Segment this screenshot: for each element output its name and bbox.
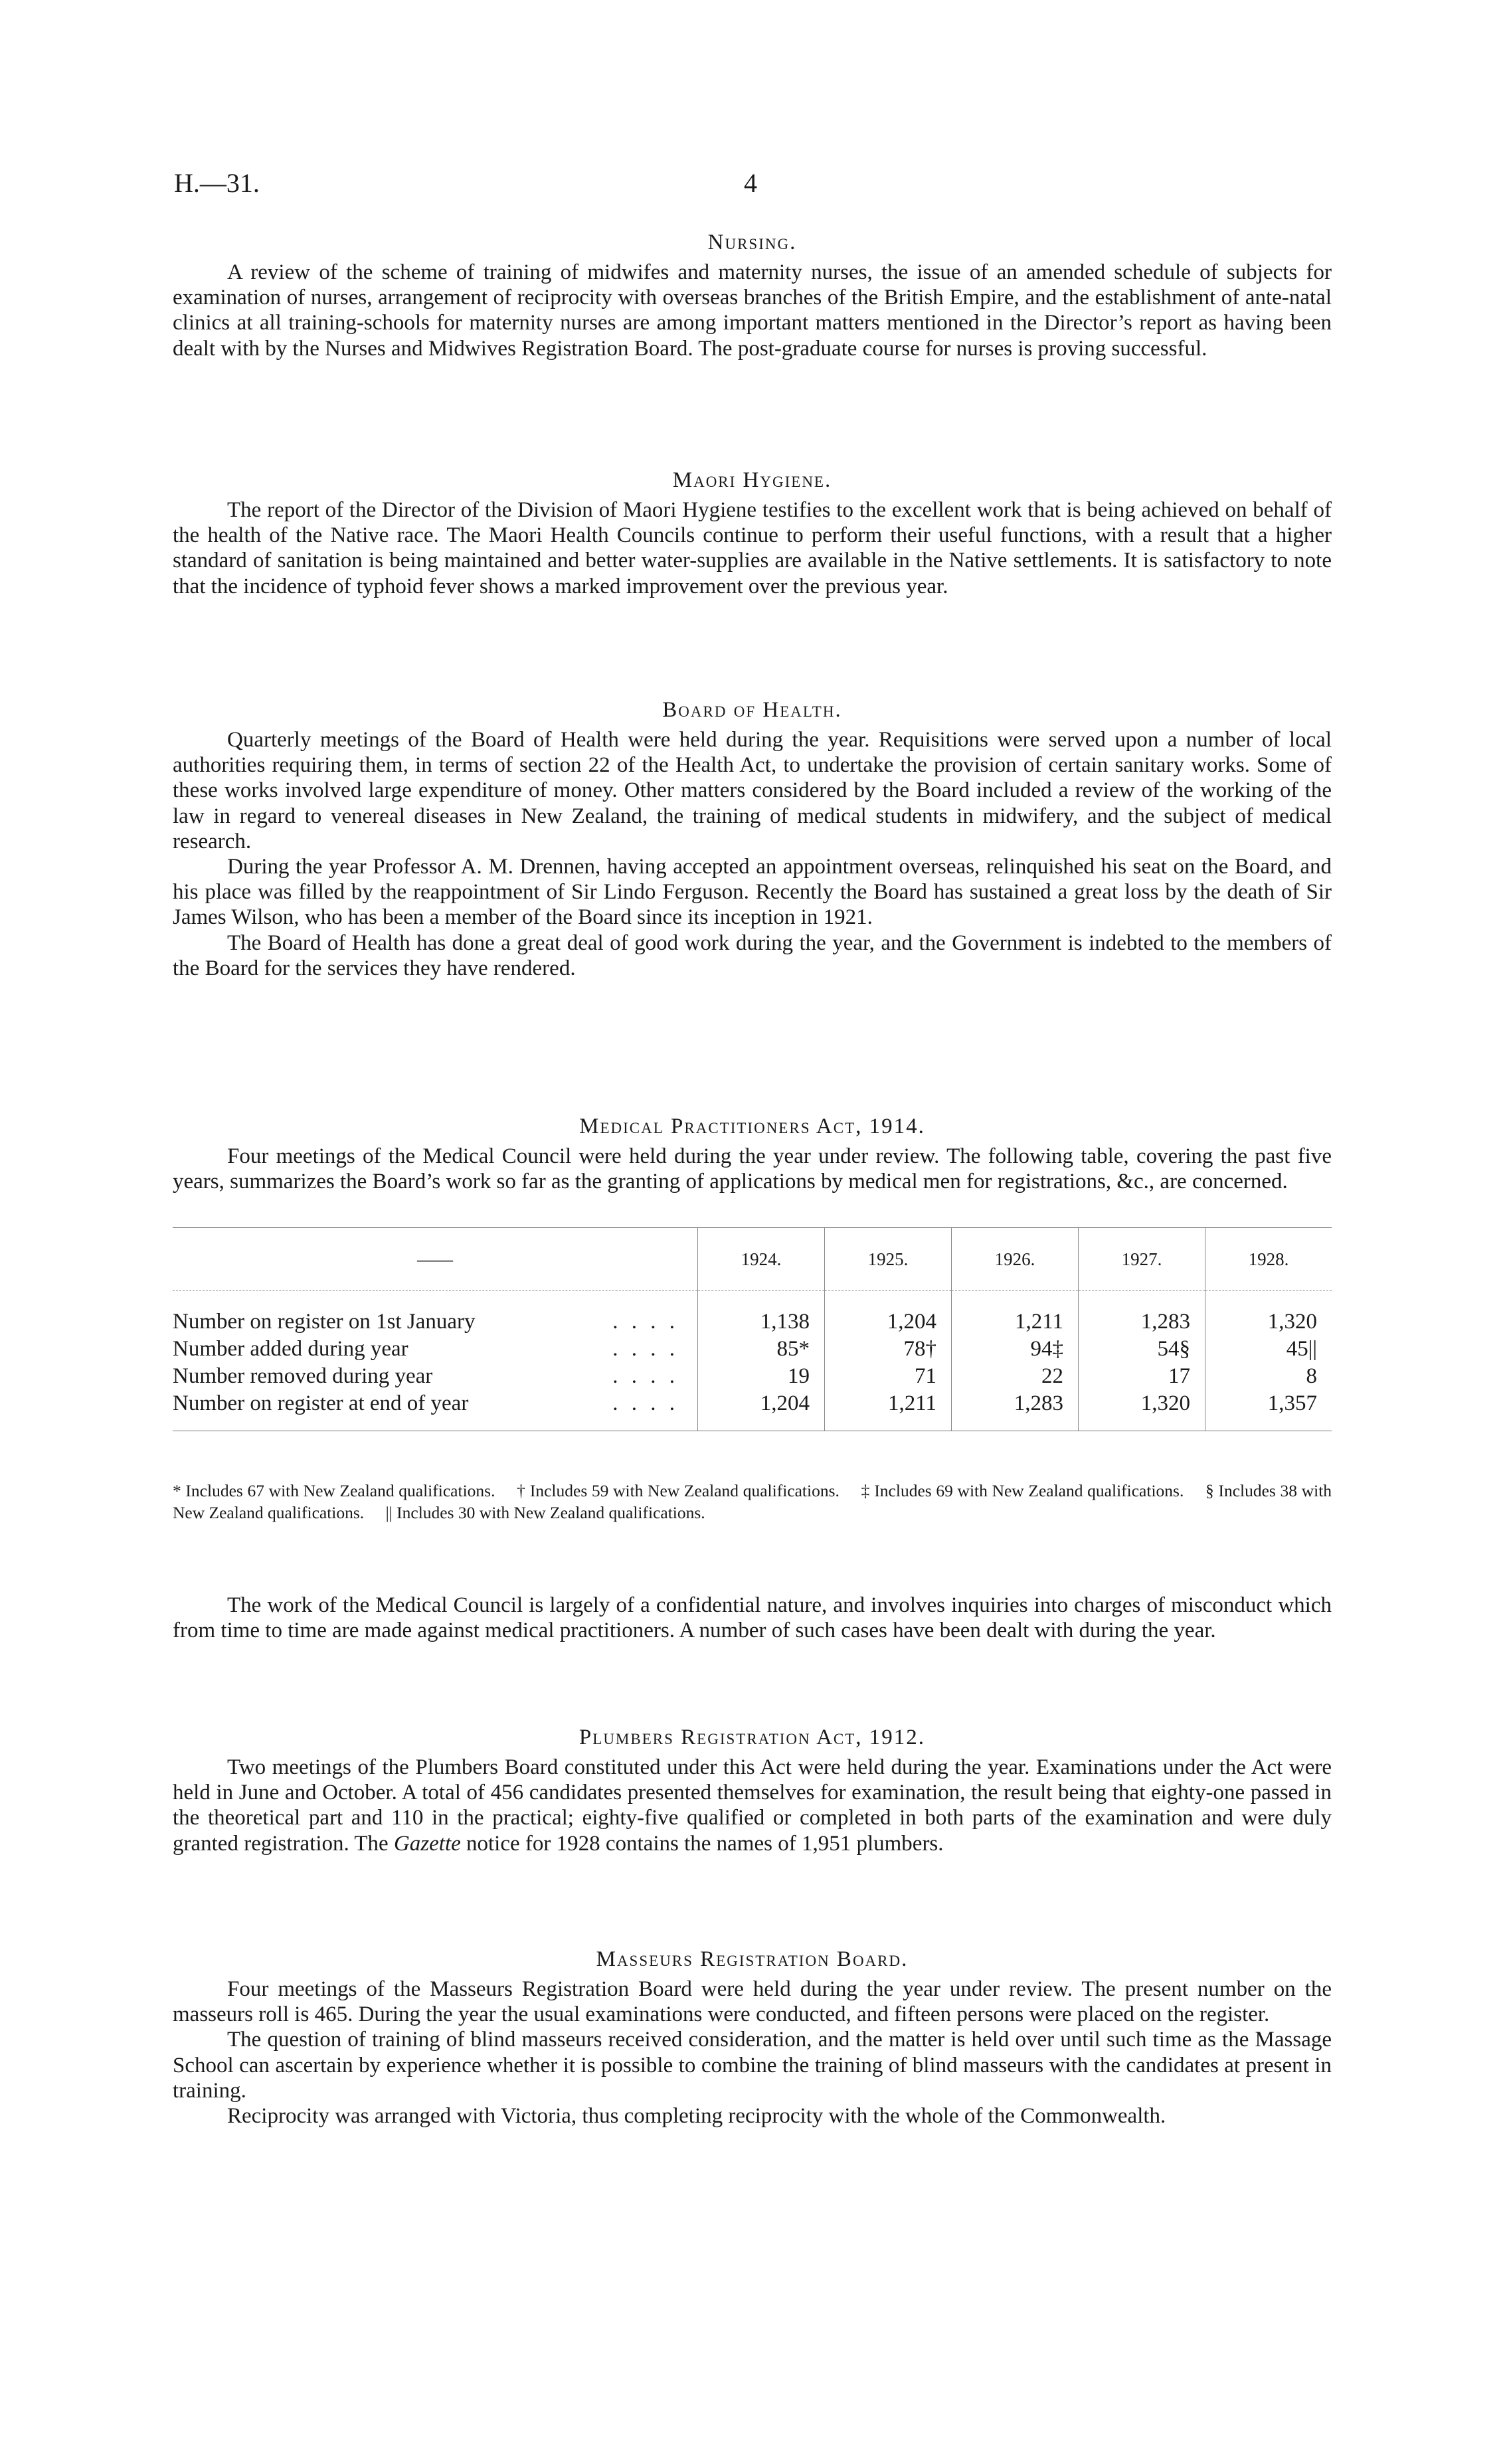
table-cell: 94‡ (952, 1336, 1079, 1363)
leader-dots: . . . . (612, 1337, 679, 1361)
section-title: Board of Health. (662, 698, 842, 722)
table-cell: 85* (698, 1336, 825, 1363)
table-footnotes (173, 1480, 1332, 1524)
paragraph: The work of the Medical Council is largely of a confidential nature, and involves inquiries into charges of misconduct which from time to time are made against medical practitioners. A number of such cases have been dealt with during the year. (173, 1593, 1332, 1643)
registration-table (173, 1227, 1332, 1431)
table-cell: 71 (825, 1363, 952, 1390)
row-label: Number added during year (173, 1337, 408, 1361)
table-cell: 78† (825, 1336, 952, 1363)
page-number: 4 (744, 168, 757, 198)
table-cell: 1,283 (1079, 1291, 1205, 1336)
section-maori-hygiene (173, 467, 1332, 599)
paragraph: Reciprocity was arranged with Victoria, thus completing reciprocity with the whole of the Commonwealth. (227, 2104, 1166, 2129)
table-cell: 54§ (1079, 1336, 1205, 1363)
table-cell: 1,320 (1079, 1390, 1205, 1431)
footnote: * Includes 67 with New Zealand qualifications. (173, 1481, 495, 1500)
table-row (173, 1291, 1332, 1336)
section-nursing (173, 229, 1332, 361)
leader-dots: . . . . (612, 1391, 679, 1415)
row-label: Number removed during year (173, 1364, 433, 1388)
table-cell: 8 (1205, 1363, 1332, 1390)
table-cell: 1,320 (1205, 1291, 1332, 1336)
running-header (173, 167, 1332, 207)
document-code: H.—31. (174, 168, 260, 198)
medical-council-closing (173, 1593, 1332, 1643)
table-cell: 1,283 (952, 1390, 1079, 1431)
table-cell: 1,138 (698, 1291, 825, 1336)
section-plumbers (173, 1724, 1332, 1856)
footnote: † Includes 59 with New Zealand qualifications. (517, 1481, 840, 1500)
section-title: Masseurs Registration Board. (596, 1947, 909, 1971)
year-header: 1927. (1079, 1228, 1205, 1291)
leader-dots: . . . . (612, 1310, 679, 1334)
footnote: || Includes 30 with New Zealand qualifications. (385, 1503, 705, 1522)
paragraph: During the year Professor A. M. Drennen, having accepted an appointment overseas, relinquished his seat on the Board, and his place was filled by the reappointment of Sir Lindo Ferguson. Recently the Board has sustained a great loss by the death of Sir James Wilson, who has been a member of the Board since its inception in 1921. (173, 855, 1332, 930)
section-board-of-health (173, 697, 1332, 981)
table-cell: 1,204 (698, 1390, 825, 1431)
table-corner: —— (173, 1228, 698, 1291)
table-cell: 22 (952, 1363, 1079, 1390)
year-header: 1928. (1205, 1228, 1332, 1291)
table-cell: 1,357 (1205, 1390, 1332, 1431)
paragraph: A review of the scheme of training of midwifes and maternity nurses, the issue of an amended schedule of subjects for examination of nurses, arrangement of reciprocity with overseas branches of the British Empire, and the establishment of ante-natal clinics at all training-schools for maternity nurses are among important matters mentioned in the Director’s report as having been dealt with by the Nurses and Midwives Registration Board. The post-graduate course for nurses is proving successful. (173, 260, 1332, 361)
text-run: notice for 1928 contains the names of 1,951 plumbers. (460, 1831, 944, 1856)
table-cell: 1,211 (952, 1291, 1079, 1336)
section-masseurs (173, 1946, 1332, 2129)
year-header: 1925. (825, 1228, 952, 1291)
paragraph: Four meetings of the Masseurs Registration Board were held during the year under review. The present number on the masseurs roll is 465. During the year the usual examinations were conducted, and fifteen persons were placed on the register. (173, 1977, 1332, 2027)
section-medical-practitioners (173, 1113, 1332, 1194)
table-cell: 1,211 (825, 1390, 952, 1431)
table-header-row (173, 1228, 1332, 1291)
table-row (173, 1336, 1332, 1363)
paragraph: The Board of Health has done a great deal of good work during the year, and the Government is indebted to the members of the Board for the services they have rendered. (173, 930, 1332, 980)
table-cell: 17 (1079, 1363, 1205, 1390)
year-header: 1926. (952, 1228, 1079, 1291)
table-row (173, 1363, 1332, 1390)
table-cell: 1,204 (825, 1291, 952, 1336)
table-cell: 45|| (1205, 1336, 1332, 1363)
gazette-italic: Gazette (393, 1831, 461, 1856)
footnote: § Includes 38 with New Zealand qualifications. (173, 1481, 1332, 1522)
section-title: Nursing. (707, 230, 797, 254)
leader-dots: . . . . (612, 1364, 679, 1388)
table-row (173, 1390, 1332, 1431)
footnote: ‡ Includes 69 with New Zealand qualifications. (861, 1481, 1184, 1500)
row-label: Number on register on 1st January (173, 1310, 476, 1334)
paragraph: The report of the Director of the Division of Maori Hygiene testifies to the excellent work that is being achieved on behalf of the health of the Native race. The Maori Health Councils continue to perform their useful functions, with a result that a higher standard of sanitation is being maintained and better water-supplies are available in the Native settlements. It is satisfactory to note that the incidence of typhoid fever shows a marked improvement over the previous year. (173, 498, 1332, 598)
section-title: Medical Practitioners Act, 1914. (579, 1114, 925, 1138)
paragraph: The question of training of blind masseurs received consideration, and the matter is held over until such time as the Massage School can ascertain by experience whether it is possible to combine the training of blind masseurs with the candidates at present in training. (173, 2028, 1332, 2103)
section-title: Maori Hygiene. (672, 468, 832, 492)
section-title: Plumbers Registration Act, 1912. (578, 1725, 926, 1749)
table-cell: 19 (698, 1363, 825, 1390)
paragraph (173, 1755, 1332, 1856)
paragraph: Quarterly meetings of the Board of Health were held during the year. Requisitions were served upon a number of local authorities requiring them, in terms of section 22 of the Health Act, to undertake the provision of certain sanitary works. Some of these works involved large expenditure of money. Other matters considered by the Board included a review of the working of the law in regard to venereal diseases in New Zealand, the training of medical students in midwifery, and the subject of medical research. (173, 728, 1332, 853)
paragraph: Four meetings of the Medical Council were held during the year under review. The following table, covering the past five years, summarizes the Board’s work so far as the granting of applications by medical men for registrations, &c., are concerned. (173, 1144, 1332, 1194)
row-label: Number on register at end of year (173, 1391, 469, 1415)
text-run: Two meetings of the Plumbers Board constituted under this Act were held during the year. Examinations under the Act were held in June and October. A total of 456 candidates presented themselves for examination, the result being that eighty-one passed in the theoretical part and 110 in the practical; eighty-five qualified or completed in both parts of the examination and were duly granted registration. The (173, 1755, 1332, 1856)
year-header: 1924. (698, 1228, 825, 1291)
